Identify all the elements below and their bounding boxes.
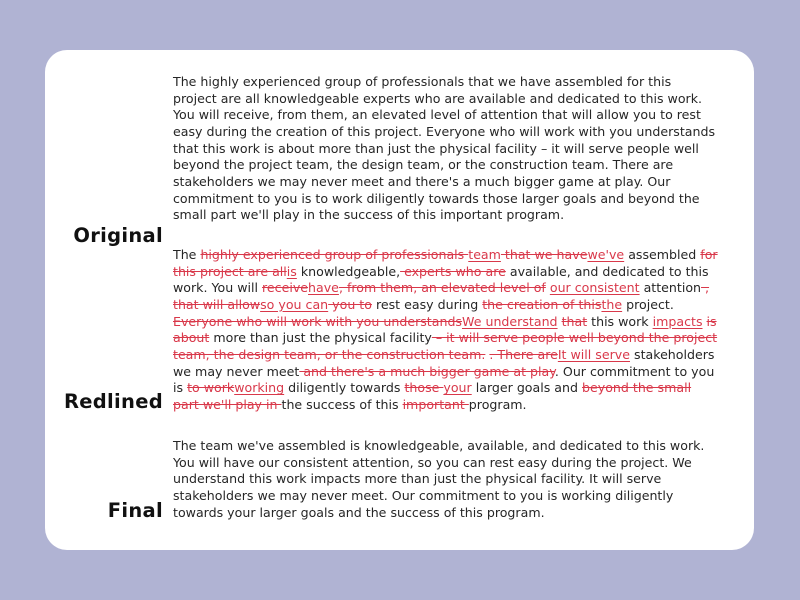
unchanged-text: The bbox=[173, 247, 201, 262]
inserted-text: the bbox=[601, 296, 623, 312]
unchanged-text: knowledgeable, bbox=[296, 263, 401, 279]
inserted-text: so you can bbox=[260, 296, 329, 312]
comparison-card bbox=[45, 50, 754, 550]
original-text: The highly experienced group of professionals that we have assembled for this project are all knowledgeable experts who are available and dedicated to this work. You will receive, from them, an elevated level of attention that will allow you to rest easy during the creation of this project. Everyone who will work with you understands that this work is about more than just the physical facility – it will serve people well beyond the project team, the design team, or the construction team. There are stakeholders we may never meet and there's a much bigger game at play. Our commitment to you is to work diligently towards those larger goals and beyond the small part we'll play in the success of this important program. bbox=[173, 74, 716, 223]
inserted-text: your bbox=[443, 380, 472, 396]
unchanged-text: more than just the physical facility bbox=[209, 330, 432, 346]
deleted-text: , that will allow bbox=[173, 280, 710, 312]
deleted-text: important bbox=[402, 396, 469, 412]
inserted-text: working bbox=[234, 380, 285, 396]
inserted-text: is bbox=[286, 263, 297, 279]
unchanged-text: this work bbox=[587, 313, 653, 329]
deleted-text: beyond the small part we'll play in bbox=[173, 380, 692, 412]
deleted-text: highly experienced group of professionals bbox=[200, 247, 469, 262]
unchanged-text: . Our commitment to you is bbox=[173, 363, 715, 396]
deleted-text: you to bbox=[328, 296, 372, 312]
deleted-text: receive bbox=[262, 280, 309, 296]
inserted-text: It will serve bbox=[557, 346, 630, 362]
deleted-text: and there's a much bigger game at play bbox=[299, 363, 555, 379]
unchanged-text: larger goals and bbox=[471, 380, 582, 396]
deleted-text: . There are bbox=[489, 346, 558, 362]
redlined-label: Redlined bbox=[63, 390, 163, 413]
unchanged-text: project. bbox=[622, 296, 674, 312]
original-label: Original bbox=[73, 224, 163, 247]
deleted-text: – it will serve people well beyond the project team, the design team, or the construction team. bbox=[173, 330, 718, 362]
deleted-text: to work bbox=[187, 380, 235, 396]
inserted-text: we've bbox=[587, 247, 625, 262]
deleted-text: those bbox=[404, 380, 444, 396]
deleted-text: the creation of this bbox=[482, 296, 602, 312]
unchanged-text: attention bbox=[639, 280, 702, 296]
final-text: The team we've assembled is knowledgeable, available, and dedicated to this work. You will have our consistent attention, so you can rest easy during the project. We understand this work impacts more than just the physical facility. It will serve stakeholders we may never meet. Our commitment to you is working diligently towards your larger goals and the success of this program. bbox=[173, 438, 705, 520]
deleted-text: that we have bbox=[500, 247, 588, 262]
redlined-text bbox=[173, 247, 718, 414]
deleted-text: Everyone who will work with you understands bbox=[173, 313, 462, 329]
inserted-text: team bbox=[468, 247, 501, 262]
unchanged-text: the success of this bbox=[281, 396, 403, 412]
unchanged-text: rest easy during bbox=[371, 296, 483, 312]
unchanged-text: program. bbox=[468, 396, 527, 412]
unchanged-text: diligently towards bbox=[284, 380, 405, 396]
inserted-text: impacts bbox=[652, 313, 703, 329]
deleted-text: that bbox=[561, 313, 588, 329]
deleted-text: is about bbox=[173, 313, 717, 346]
deleted-text: , from them, an elevated level of bbox=[338, 280, 546, 296]
final-label: Final bbox=[107, 499, 163, 522]
deleted-text: for this project are all bbox=[173, 247, 718, 279]
unchanged-text: assembled bbox=[624, 247, 701, 262]
inserted-text: our consistent bbox=[549, 280, 640, 296]
unchanged-text: stakeholders we may never meet bbox=[173, 346, 715, 379]
inserted-text: have bbox=[308, 280, 339, 296]
unchanged-text: available, and dedicated to this work. You will bbox=[173, 263, 709, 296]
deleted-text: experts who are bbox=[400, 263, 506, 279]
inserted-text: We understand bbox=[462, 313, 558, 329]
